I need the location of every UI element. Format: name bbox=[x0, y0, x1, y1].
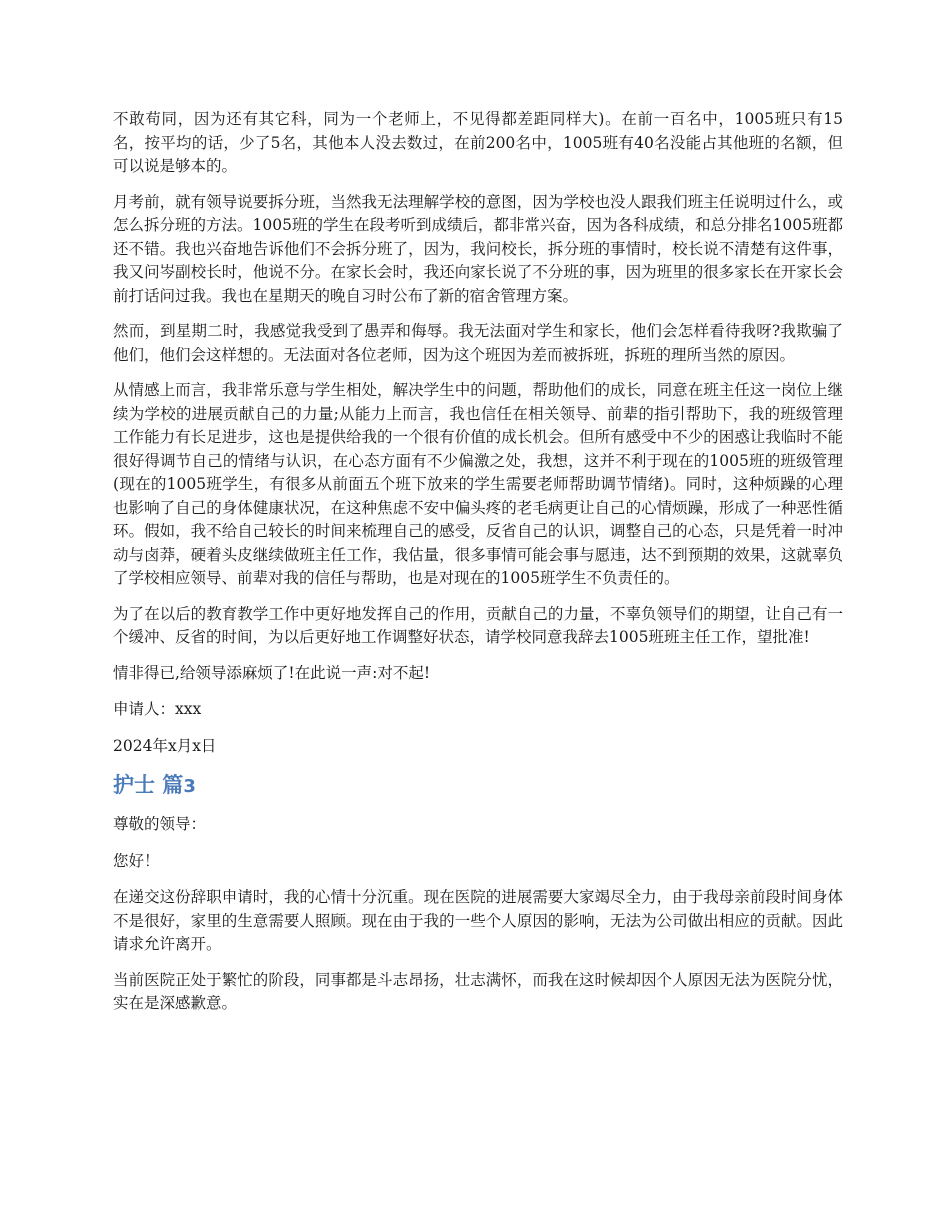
date-line: 2024年x月x日 bbox=[113, 736, 217, 755]
document-page bbox=[113, 108, 843, 1028]
paragraph-4: 从情感上而言，我非常乐意与学生相处，解决学生中的问题，帮助他们的成长，同意在班主任这一岗位上继续为学校的进展贡献自己的力量;从能力上而言，我也信任在相关领导、前辈的指引帮助下，我的班级管理工作能力有长足进步，这也是提供给我的一个很有价值的成长机会。但所有感受中不少的困惑让我临时不能很好得调节自己的情绪与认识，在心态方面有不少偏激之处，我想，这并不利于现在的1005班的班级管理(现在的1005班学生，有很多从前面五个班下放来的学生需要老师帮助调节情绪)。同时，这种烦躁的心理也影响了自己的身体健康状况，在这种焦虑不安中偏头疼的老毛病更让自己的心情烦躁，形成了一种恶性循环。假如，我不给自己较长的时间来梳理自己的感受，反省自己的认识，调整自己的心态，只是凭着一时冲动与卤莽，硬着头皮继续做班主任工作，我估量，很多事情可能会事与愿违，达不到预期的效果，这就辜负了学校相应领导、前辈对我的信任与帮助，也是对现在的1005班学生不负责任的。 bbox=[113, 381, 843, 587]
section3-paragraph-1: 在递交这份辞职申请时，我的心情十分沉重。现在医院的进展需要大家竭尽全力，由于我母亲前段时间身体不是很好，家里的生意需要人照顾。现在由于我的一些个人原因的影响，无法为公司做出相应的贡献。因此请求允许离开。 bbox=[113, 888, 843, 953]
paragraph-2: 月考前，就有领导说要拆分班，当然我无法理解学校的意图，因为学校也没人跟我们班主任说明过什么，或怎么拆分班的方法。1005班的学生在段考听到成绩后，都非常兴奋，因为各科成绩，和总分排名1005班都还不错。我也兴奋地告诉他们不会拆分班了，因为，我问校长，拆分班的事情时，校长说不清楚有这件事，我又问岑副校长时，他说不分。在家长会时，我还向家长说了不分班的事，因为班里的很多家长在开家长会前打话问过我。我也在星期天的晚自习时公布了新的宿舍管理方案。 bbox=[113, 192, 843, 305]
section-heading-title: 护士 篇 bbox=[113, 773, 184, 797]
applicant-line: 申请人：xxx bbox=[113, 700, 202, 718]
paragraph-3: 然而，到星期二时，我感觉我受到了愚弄和侮辱。我无法面对学生和家长，他们会怎样看待我呀?我欺骗了他们，他们会这样想的。无法面对各位老师，因为这个班因为差而被拆班，拆班的理所当然的原因。 bbox=[113, 322, 843, 364]
section-heading bbox=[113, 771, 843, 801]
section-heading-number: 3 bbox=[183, 776, 196, 797]
salutation: 尊敬的领导： bbox=[113, 815, 207, 833]
section3-paragraph-2: 当前医院正处于繁忙的阶段，同事都是斗志昂扬，壮志满怀，而我在这时候却因个人原因无法为医院分忧，实在是深感歉意。 bbox=[113, 970, 843, 1012]
paragraph-1: 不敢苟同，因为还有其它科，同为一个老师上，不见得都差距同样大)。在前一百名中，1005班只有15名，按平均的话，少了5名，其他本人没去数过，在前200名中，1005班有40名没能占其他班的名额，但可以说是够本的。 bbox=[113, 110, 843, 175]
paragraph-5: 为了在以后的教育教学工作中更好地发挥自己的作用，贡献自己的力量，不辜负领导们的期望，让自己有一个缓冲、反省的时间，为以后更好地工作调整好状态，请学校同意我辞去1005班班主任工作，望批准! bbox=[113, 604, 843, 646]
apology-line: 情非得已,给领导添麻烦了!在此说一声:对不起! bbox=[113, 663, 431, 682]
greeting: 您好！ bbox=[113, 851, 160, 870]
